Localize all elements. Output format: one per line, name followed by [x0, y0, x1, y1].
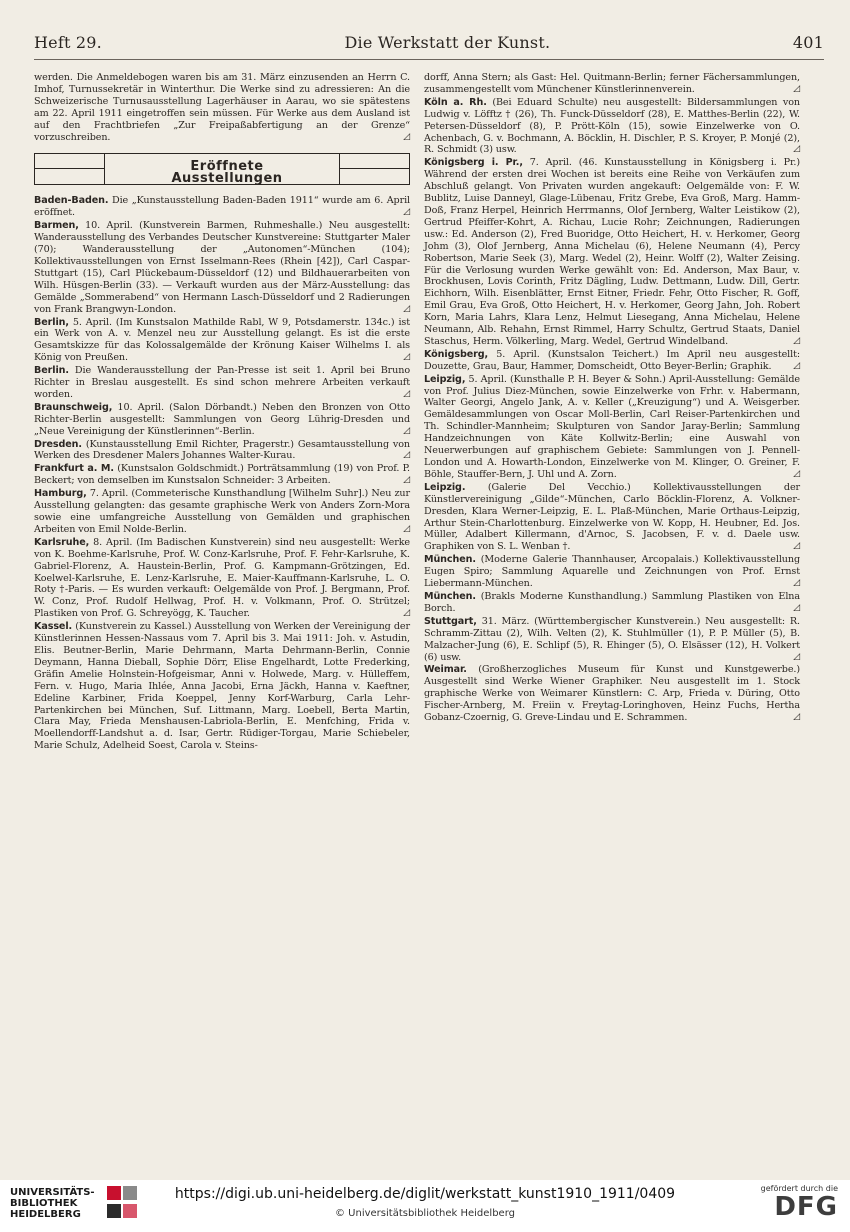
- entry: Leipzig, 5. April. (Kunsthalle P. H. Beyer & Sohn.) April-Ausstellung: Gemälde von Prof. Julius Diez-München, sowie Einzelwerke von Frhr. v. Habermann, Walter Georgi, Angelo Jank, A. v. Keller („Kreuzigung“) und A. Weisgerber. Gemäldesammlungen von Oscar Moll-Berlin, Carl Reiser-Partenkirchen und Th. Schindler-Mannheim; Skulpturen von Sandor Jaray-Berlin; Sammlung Handzeichnungen von Käte Kollwitz-Berlin; eine Auswahl von Neuerwerbungen auf graphischem Gebiete: Sammlungen von J. Pennell-London und A. Howarth-London, Einzelwerke von M. Klinger, O. Greiner, F. Böhle, Stauffer-Bern, J. Uhl und A. Zorn. ◿: [424, 373, 800, 480]
- issue-number: Heft 29.: [34, 33, 102, 52]
- entry: Dresden. (Kunstausstellung Emil Richter, Pragerstr.) Gesamtausstellung von Werken des Dresdener Malers Johannes Walter-Kurau. ◿: [34, 438, 411, 462]
- end-mark-icon: ◿: [403, 388, 410, 399]
- entry: Frankfurt a. M. (Kunstsalon Goldschmidt.) Porträtsammlung (19) von Prof. P. Beckert; von demselben im Kunstsalon Schneider: 3 Arbeiten. ◿: [34, 463, 411, 487]
- end-mark-icon: ◿: [793, 360, 800, 371]
- end-mark-icon: ◿: [403, 131, 410, 142]
- box-rule-left: [34, 154, 35, 184]
- left-column: [34, 72, 410, 753]
- entry: Berlin. Die Wanderausstellung der Pan-Presse ist seit 1. April bei Bruno Richter in Breslau ausgestellt. Es sind schon mehrere Arbeiten verkauft worden. ◿: [34, 365, 410, 400]
- end-mark-icon: ◿: [403, 608, 410, 619]
- dfg-logo[interactable]: gefördert durch die DFG: [760, 1184, 838, 1222]
- end-mark-icon: ◿: [403, 450, 410, 461]
- end-mark-icon: ◿: [403, 352, 410, 363]
- right-column: [424, 72, 800, 725]
- end-mark-icon: ◿: [403, 425, 410, 436]
- entry: Stuttgart, 31. März. (Württembergischer Kunstverein.) Neu ausgestellt: R. Schramm-Zittau (2), Wilh. Velten (2), K. Stuhlmüller (1), P. P. Müller (5), B. Malzacher-Jung (6), E. Schlipf (5), R. Ehinger (5), O. Elsässer (12), H. Volkert (6) usw. ◿: [424, 615, 801, 663]
- box-rule-inner-left: [104, 154, 105, 184]
- entry: werden. Die Anmeldebogen waren bis am 31. März einzusenden an Herrn C. Imhof, Turnussekretär in Winterthur. Die Werke sind zu adressieren: An die Schweizerische Turnusausstellung Lagerhäuser in Aarau, wo sie spätestens am 22. April 1911 eingetroffen sein müssen. Für Werke aus dem Ausland ist auf den Frachtbriefen „Zur Freipaßabfertigung an der Grenze“ vorzuschreiben. ◿: [34, 72, 410, 143]
- university-library-logo[interactable]: UNIVERSITÄTS- BIBLIOTHEK HEIDELBERG: [10, 1184, 141, 1222]
- end-mark-icon: ◿: [403, 303, 410, 314]
- end-mark-icon: ◿: [403, 207, 410, 218]
- end-mark-icon: ◿: [403, 523, 410, 534]
- entry: München. (Brakls Moderne Kunsthandlung.) Sammlung Plastiken von Elna Borch. ◿: [424, 590, 800, 614]
- entry: Kassel. (Kunstverein zu Kassel.) Ausstellung von Werken der Vereinigung der Künstlerinnen Hessen-Nassaus vom 7. April bis 3. Mai 1911: Joh. v. Astudin, Elis. Beutner-Berlin, Marie Dehrmann, Marta Dehrmann-Berlin, Connie Deymann, Hanna Dieball, Sophie Dörr, Elise Engelhardt, Lotte Frederking, Gräfin Amelie Holnstein-Hofgeismar, Anni v. Holwede, Marg. v. Hülleffem, Fern. v. Hugo, Maria Ihlée, Anna Jacobi, Erna Jäckh, Hanna v. Kaeftner, Edeline Karbiner, Frida Koeppel, Jenny Korf-Warburg, Carla Lehr-Partenkirchen bei München, Suf. Littmann, Marg. Loebell, Berta Martin, Clara May, Frieda Menshausen-Labriola-Berlin, E. Menfching, Frida v. Moellendorff-Landshut a. d. Isar, Gertr. Rüdiger-Torgau, Marie Schiebeler, Marie Schulz, Adelheid Soest, Carola v. Steins-: [34, 621, 410, 752]
- permalink-url[interactable]: https://digi.ub.uni-heidelberg.de/diglit/werkstatt_kunst1910_1911/0409: [174, 1186, 676, 1202]
- end-mark-icon: ◿: [793, 468, 800, 479]
- entry: Hamburg, 7. April. (Commeterische Kunsthandlung [Wilhelm Suhr].) Neu zur Ausstellung gelangten: das gesamte graphische Werk von Anders Zorn-Mora sowie eine umfangreiche Ausstellung von Gemälden und graphischen Arbeiten von Emil Nolde-Berlin. ◿: [34, 488, 410, 535]
- box-rule-right: [409, 154, 410, 184]
- box-rule-mid-left: [34, 168, 104, 169]
- entry: Königsberg, 5. April. (Kunstsalon Teichert.) Im April neu ausgestellt: Douzette, Grau, Baur, Hammer, Domscheidt, Otto Beyer-Berlin; Graphik. ◿: [424, 348, 800, 372]
- section-heading-box: [34, 153, 410, 185]
- end-mark-icon: ◿: [403, 475, 410, 486]
- end-mark-icon: ◿: [793, 651, 800, 662]
- entry: dorff, Anna Stern; als Gast: Hel. Quitmann-Berlin; ferner Fächersammlungen, zusammengestellt vom Münchener Künstlerinnenverein. ◿: [424, 72, 800, 95]
- entry: Berlin, 5. April. (Im Kunstsalon Mathilde Rabl, W 9, Potsdamerstr. 134c.) ist ein Werk von A. v. Menzel neu zur Ausstellung gelangt. Es ist die erste Gesamtskizze für das Kolossalgemälde der Krönung Kaiser Wilhelms I. als König von Preußen. ◿: [34, 316, 410, 364]
- section-title: Eröffnete Ausstellungen: [171, 159, 283, 187]
- page-number: 401: [792, 33, 824, 52]
- end-mark-icon: ◿: [793, 335, 800, 346]
- end-mark-icon: ◿: [793, 541, 800, 552]
- entry: Baden-Baden. Die „Kunstausstellung Baden-Baden 1911“ wurde am 6. April eröffnet. ◿: [34, 195, 411, 219]
- end-mark-icon: ◿: [793, 602, 800, 613]
- running-head: [34, 33, 824, 60]
- box-rule-inner-right: [339, 154, 340, 184]
- journal-title: Die Werkstatt der Kunst.: [344, 33, 551, 52]
- end-mark-icon: ◿: [793, 144, 800, 155]
- entry: Köln a. Rh. (Bei Eduard Schulte) neu ausgestellt: Bildersammlungen von Ludwig v. Löfftz † (26), Th. Funck-Düsseldorf (28), E. Matthes-Berlin (22), W. Petersen-Düsseldorf (8), P. Prött-Köln (15), sowie Einzelwerke von O. Achenbach, G. v. Bochmann, A. Böcklin, H. Dischler, P. S. Kroyer, P. Monjé (2), R. Schmidt (3) usw. ◿: [424, 96, 800, 156]
- end-mark-icon: ◿: [793, 578, 800, 589]
- entry: Braunschweig, 10. April. (Salon Dörbandt.) Neben den Bronzen von Otto Richter-Berlin ausgestellt: Sammlungen von Georg Lührig-Dresden und „Neue Vereinigung der Künstlerinnen“-Berlin. ◿: [34, 401, 410, 437]
- entry: Königsberg i. Pr., 7. April. (46. Kunstausstellung in Königsberg i. Pr.) Während der ersten drei Wochen ist bereits eine Reihe von Verkäufen zum Abschluß gelangt. Von Privaten wurden angekauft: Oelgemälde von: F. W. Bublitz, Luise Danneyl, Glage-Lübenau, Fritz Grebe, Eva Groß, Marg. Hamm-Doß, Franz Herpel, Heinrich Herrmanns, Olof Jernberg, Walter Leistikow (2), Gertrud Pfeiffer-Kohrt, A. Richau, Lucie Rohr; Zeichnungen, Radierungen usw.: Ed. Anderson (2), Fred Buoridge, Otto Heichert, H. v. Herkomer, Georg Johm (3), Olof Jernberg, Anna Michelau (6), Helene Neumann (4), Percy Robertson, Marie Seek (3), Marg. Wedel (2), Heinr. Wolff (2), Walter Zeising. Für die Verlosung wurden Werke gewählt von: Ed. Anderson, Max Baur, v. Brockhusen, Lovis Corinth, Fritz Dägling, Ludw. Dettmann, Ludw. Dill, Gertr. Eichhorn, Wilh. Eisenblätter, Ernst Eitner, Friedr. Fehr, Otto Fischer, R. Goff, Emil Grau, Eva Groß, Otto Heichert, H. v. Herkomer, Georg Jahn, Joh. Robert Korn, Maria Lahrs, Klara Lenz, Helmut Liesegang, Anna Michelau, Helene Neumann, Alb. Rehahn, Ernst Rimmel, Harry Schultz, Gertrud Staats, Daniel Staschus, Herm. Völkerling, Marg. Wedel, Gertrud Windelband. ◿: [424, 157, 800, 347]
- entry: München. (Moderne Galerie Thannhauser, Arcopalais.) Kollektivausstellung Eugen Spiro; Sammlung Aquarelle und Zeichnungen von Prof. Ernst Liebermann-München. ◿: [424, 554, 801, 590]
- entry: Karlsruhe, 8. April. (Im Badischen Kunstverein) sind neu ausgestellt: Werke von K. Boehme-Karlsruhe, Prof. W. Conz-Karlsruhe, Prof. F. Fehr-Karlsruhe, K. Gabriel-Florenz, A. Haustein-Berlin, Prof. G. Kampmann-Grötzingen, Ed. Koelwel-Karlsruhe, E. Lenz-Karlsruhe, E. Maier-Kauffmann-Karlsruhe, L. O. Roty †-Paris. — Es wurden verkauft: Oelgemälde von Prof. J. Bergmann, Prof. W. Conz, Prof. Rudolf Hellwag, Prof. H. v. Volkmann, Prof. O. Strützel; Plastiken von Prof. G. Schreyögg, K. Taucher. ◿: [34, 536, 410, 620]
- copyright-notice: © Universitätsbibliothek Heidelberg: [334, 1208, 515, 1219]
- end-mark-icon: ◿: [793, 712, 800, 723]
- entry: Weimar. (Großherzogliches Museum für Kunst und Kunstgewerbe.) Ausgestellt sind Werke Wiener Graphiker. Neu ausgestellt im 1. Stock graphische Werke von Weimarer Künstlern: C. Arp, Frieda v. Düring, Otto Fischer-Arnberg, M. Freiin v. Freytag-Loringhoven, Heinz Fuchs, Hertha Gobanz-Czoernig, G. Greve-Lindau und E. Schrammen. ◿: [424, 664, 800, 724]
- viewer-footer: [0, 1180, 850, 1232]
- box-rule-mid-right: [340, 168, 410, 169]
- entry: Leipzig. (Galerie Del Vecchio.) Kollektivausstellungen der Künstlervereinigung „Gilde“-München, Carlo Böcklin-Florenz, A. Volkner-Dresden, Klara Werner-Leipzig, E. L. Plaß-München, Marie Orthaus-Leipzig, Arthur Stein-Charlottenburg. Einzelwerke von W. Kopp, H. Heubner, Ed. Jos. Müller, Adalbert Killermann, d'Arnoc, S. Jacobsen, F. v. d. Daele usw. Graphiken von S. L. Wenban †. ◿: [424, 481, 801, 553]
- end-mark-icon: ◿: [793, 83, 800, 94]
- entry: Barmen, 10. April. (Kunstverein Barmen, Ruhmeshalle.) Neu ausgestellt: Wanderausstellung des Verbandes Deutscher Kunstvereine: Stuttgarter Maler (70); Wanderausstellung der „Autonomen“-München (104); Kollektivausstellungen von Ernst Isselmann-Rees (Rhein [42]), Carl Caspar-Stuttgart (15), Carl Plückebaum-Düsseldorf (12) und Bildhauerarbeiten von Wilh. Hüsgen-Berlin (33). — Verkauft wurden aus der März-Ausstellung: das Gemälde „Sommerabend“ von Hermann Lasch-Düsseldorf und 2 Radierungen von Frank Brangwyn-London. ◿: [34, 220, 411, 315]
